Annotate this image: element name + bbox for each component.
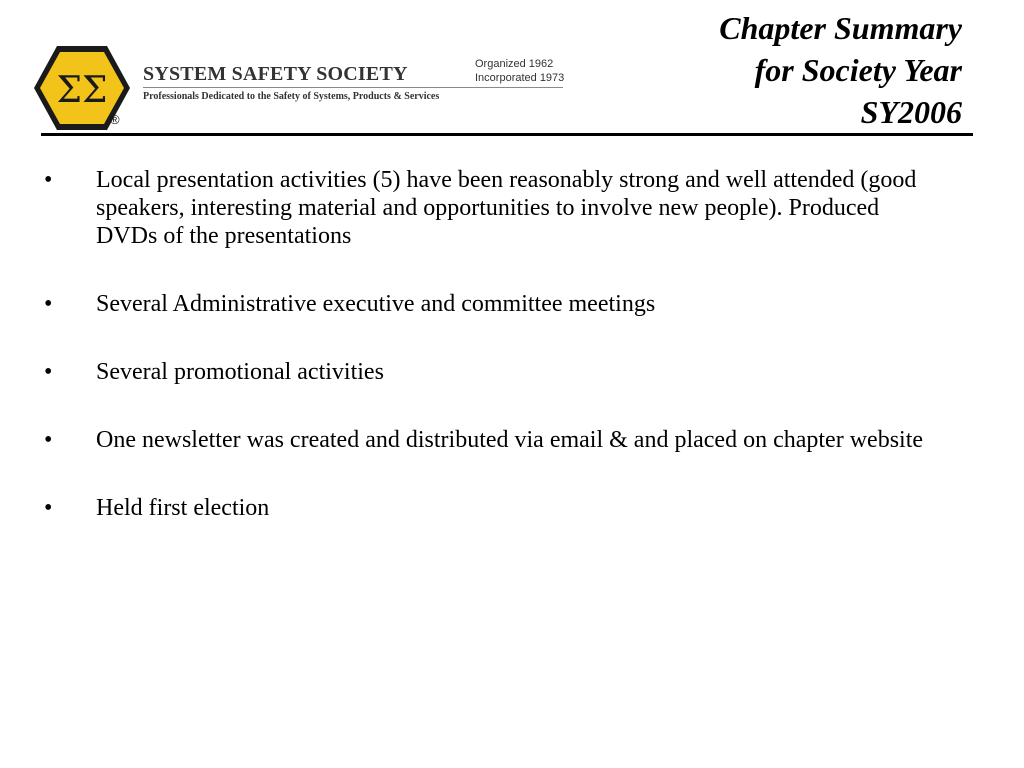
society-tagline: Professionals Dedicated to the Safety of Systems, Products & Services <box>143 91 440 102</box>
society-name: SYSTEM SAFETY SOCIETY <box>143 63 408 85</box>
title-line-3: SY2006 <box>860 94 962 130</box>
bullet-item <box>44 290 944 318</box>
bullet-dot-icon: • <box>44 359 53 385</box>
bullet-item <box>44 166 944 250</box>
bullet-text: Several Administrative executive and committee meetings <box>96 291 656 317</box>
organization-dates <box>475 57 564 85</box>
society-logo <box>32 44 572 132</box>
bullet-item <box>44 494 944 522</box>
bullet-dot-icon: • <box>44 495 53 521</box>
header-divider <box>41 133 973 136</box>
bullet-text: Local presentation activities (5) have been reasonably strong and well attended (good speakers, interesting material and opportunities to involve new people). Produced DVDs of the presentations <box>96 167 917 249</box>
bullet-text: One newsletter was created and distributed via email & and placed on chapter website <box>96 427 924 453</box>
title-line-1: Chapter Summary <box>719 10 962 46</box>
title-line-2: for Society Year <box>754 52 962 88</box>
bullet-item <box>44 426 944 454</box>
logo-divider <box>143 87 563 88</box>
logo-sigma-symbol: ΣΣ <box>56 70 108 111</box>
bullet-text: Several promotional activities <box>96 359 384 385</box>
bullet-text: Held first election <box>96 495 270 521</box>
registered-mark: ® <box>110 112 120 127</box>
incorporated-year: Incorporated 1973 <box>475 72 565 84</box>
bullet-item <box>44 358 944 386</box>
bullet-dot-icon: • <box>44 167 53 193</box>
bullet-dot-icon: • <box>44 427 53 453</box>
summary-bullet-list <box>44 166 944 562</box>
bullet-dot-icon: • <box>44 291 53 317</box>
organized-year: Organized 1962 <box>475 58 554 70</box>
slide-title <box>719 7 962 133</box>
